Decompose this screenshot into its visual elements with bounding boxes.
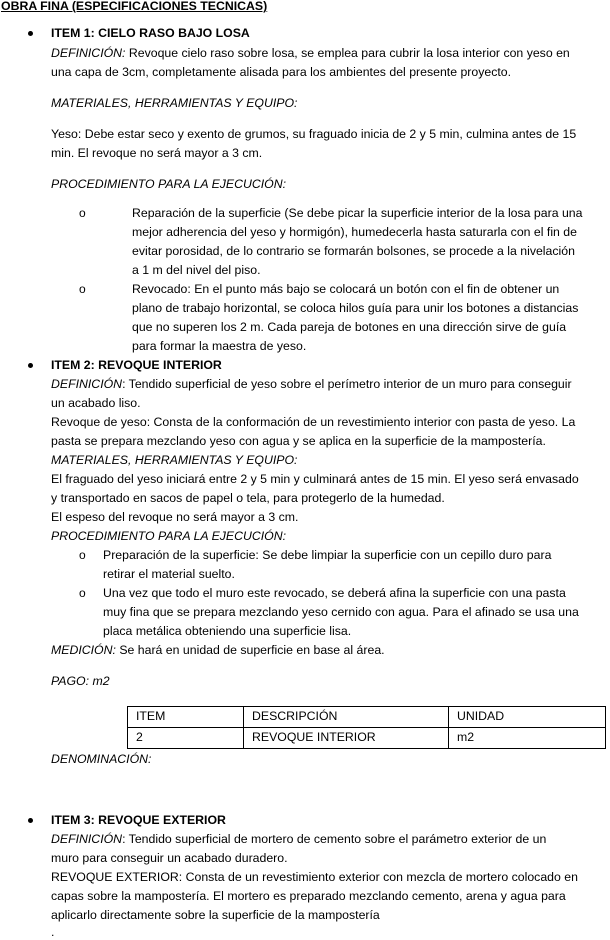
table-row	[128, 728, 606, 749]
definition-text: : Tendido superficial de yeso sobre el perímetro interior de un muro para conseguir	[122, 377, 572, 391]
item-3-revoque-line-2: capas sobre la mampostería. El mortero es preparado mezclando cemento, arena y agua para	[51, 889, 566, 903]
item-2-step-1-line-1: Preparación de la superficie: Se debe limpiar la superficie con un cepillo duro para	[103, 548, 552, 562]
item-2-step-2-line-3: placa metálica obteniendo una superficie lisa.	[103, 624, 352, 638]
item-2-step-2-line-2: muy fina que se prepara mezclando yeso cernido con agua. Para el afinado se usa una	[103, 605, 579, 619]
item-1-step-2-line-4: para formar la maestra de yeso.	[132, 339, 307, 353]
medicion-label: MEDICIÓN:	[51, 643, 116, 657]
table-row	[128, 707, 606, 728]
bullet-item-3	[28, 818, 33, 823]
item-2-revoque-line-2: pasta se prepara mezclando yeso con agua y se aplica en la superficie de la mampostería.	[51, 434, 546, 448]
item-2-denominacion: DENOMINACIÓN:	[51, 752, 152, 766]
item-2-definition-line-1	[51, 377, 572, 392]
item-3-title: ITEM 3: REVOQUE EXTERIOR	[51, 813, 226, 827]
document-header: OBRA FINA (ESPECIFICACIONES TECNICAS)	[1, 0, 268, 13]
item-2-definition-line-2: un acabado liso.	[51, 396, 141, 410]
item-1-step-1-line-2: mejor adherencia del yeso y hormigón), humedecerla hasta saturarla con el fin de	[132, 225, 577, 239]
definition-text: Revoque cielo raso sobre losa, se emplea para cubrir la losa interior con yeso en	[125, 46, 570, 60]
table-cell: m2	[449, 728, 606, 749]
item-2-payment-table	[127, 706, 606, 749]
sub-bullet-marker: o	[79, 206, 86, 220]
item-2-procedure-heading: PROCEDIMIENTO PARA LA EJECUCIÓN:	[51, 529, 287, 543]
definition-text: : Tendido superficial de mortero de cemento sobre el parámetro exterior de un	[122, 832, 547, 846]
item-1-materials-line-2: min. El revoque no será mayor a 3 cm.	[51, 146, 263, 160]
item-3-definition-line-1	[51, 832, 546, 847]
item-3-definition-line-2: muro para conseguir un acabado duradero.	[51, 851, 288, 865]
item-2-materials-line-1: El fraguado del yeso iniciará entre 2 y 5 min y culminará antes de 15 min. El yeso será envasado	[51, 472, 579, 486]
item-2-materials-line-3: El espeso del revoque no será mayor a 3 cm.	[51, 510, 299, 524]
item-1-step-1-line-4: a 1 m del nivel del piso.	[132, 263, 261, 277]
table-header-cell: DESCRIPCIÓN	[244, 707, 449, 728]
item-1-materials-heading: MATERIALES, HERRAMIENTAS Y EQUIPO:	[51, 96, 298, 110]
item-2-materials-heading: MATERIALES, HERRAMIENTAS Y EQUIPO:	[51, 453, 298, 467]
bullet-item-2	[28, 363, 33, 368]
item-1-step-2-line-1: Revocado: En el punto más bajo se colocará un botón con el fin de obtener un	[132, 282, 560, 296]
item-1-definition-line-1	[51, 46, 570, 61]
item-1-procedure-heading: PROCEDIMIENTO PARA LA EJECUCIÓN:	[51, 177, 287, 191]
item-1-title: ITEM 1: CIELO RASO BAJO LOSA	[51, 26, 250, 40]
definition-label: DEFINICIÓN	[51, 832, 123, 846]
item-2-revoque-line-1: Revoque de yeso: Consta de la conformación de un revestimiento interior con pasta de yeso. La	[51, 415, 576, 429]
table-cell: 2	[128, 728, 244, 749]
item-1-step-1-line-1: Reparación de la superficie (Se debe picar la superficie interior de la losa para una	[132, 206, 583, 220]
medicion-text: Se hará en unidad de superficie en base al área.	[115, 643, 385, 657]
item-1-materials-line-1: Yeso: Debe estar seco y exento de grumos, su fraguado inicia de 2 y 5 min, culmina antes de 15	[51, 127, 577, 141]
item-1-step-2-line-2: plano de trabajo horizontal, se coloca hilos guía para unir los botones a distancias	[132, 301, 579, 315]
item-2-pago: PAGO: m2	[51, 674, 110, 688]
item-2-step-2-line-1: Una vez que todo el muro este revocado, se deberá afina la superficie con una pasta	[103, 586, 566, 600]
bullet-item-1	[28, 31, 33, 36]
sub-bullet-marker: o	[79, 548, 86, 562]
item-3-trailing-period: .	[51, 925, 55, 939]
table-cell: REVOQUE INTERIOR	[244, 728, 449, 749]
item-3-revoque-line-1: REVOQUE EXTERIOR: Consta de un revestimiento exterior con mezcla de mortero colocado en	[51, 870, 578, 884]
item-2-step-1-line-2: retirar el material suelto.	[103, 567, 235, 581]
item-2-title: ITEM 2: REVOQUE INTERIOR	[51, 358, 222, 372]
item-3-revoque-line-3: aplicarlo directamente sobre la superficie de la mampostería	[51, 908, 380, 922]
definition-label: DEFINICIÓN	[51, 377, 123, 391]
sub-bullet-marker: o	[79, 586, 86, 600]
item-2-materials-line-2: y transportado en sacos de papel o tela, para protegerlo de la humedad.	[51, 491, 445, 505]
table-header-cell: UNIDAD	[449, 707, 606, 728]
item-2-medicion	[51, 643, 385, 658]
item-1-definition-line-2: una capa de 3cm, completamente alisada para los ambientes del presente proyecto.	[51, 65, 512, 79]
table-header-cell: ITEM	[128, 707, 244, 728]
item-1-step-1-line-3: evitar porosidad, de lo contrario se formarán bolsones, se procede a la nivelación	[132, 244, 575, 258]
item-1-step-2-line-3: que no superen los 2 m. Cada pareja de botones en una dirección sirve de guía	[132, 320, 567, 334]
definition-label: DEFINICIÓN:	[51, 46, 126, 60]
sub-bullet-marker: o	[79, 282, 86, 296]
